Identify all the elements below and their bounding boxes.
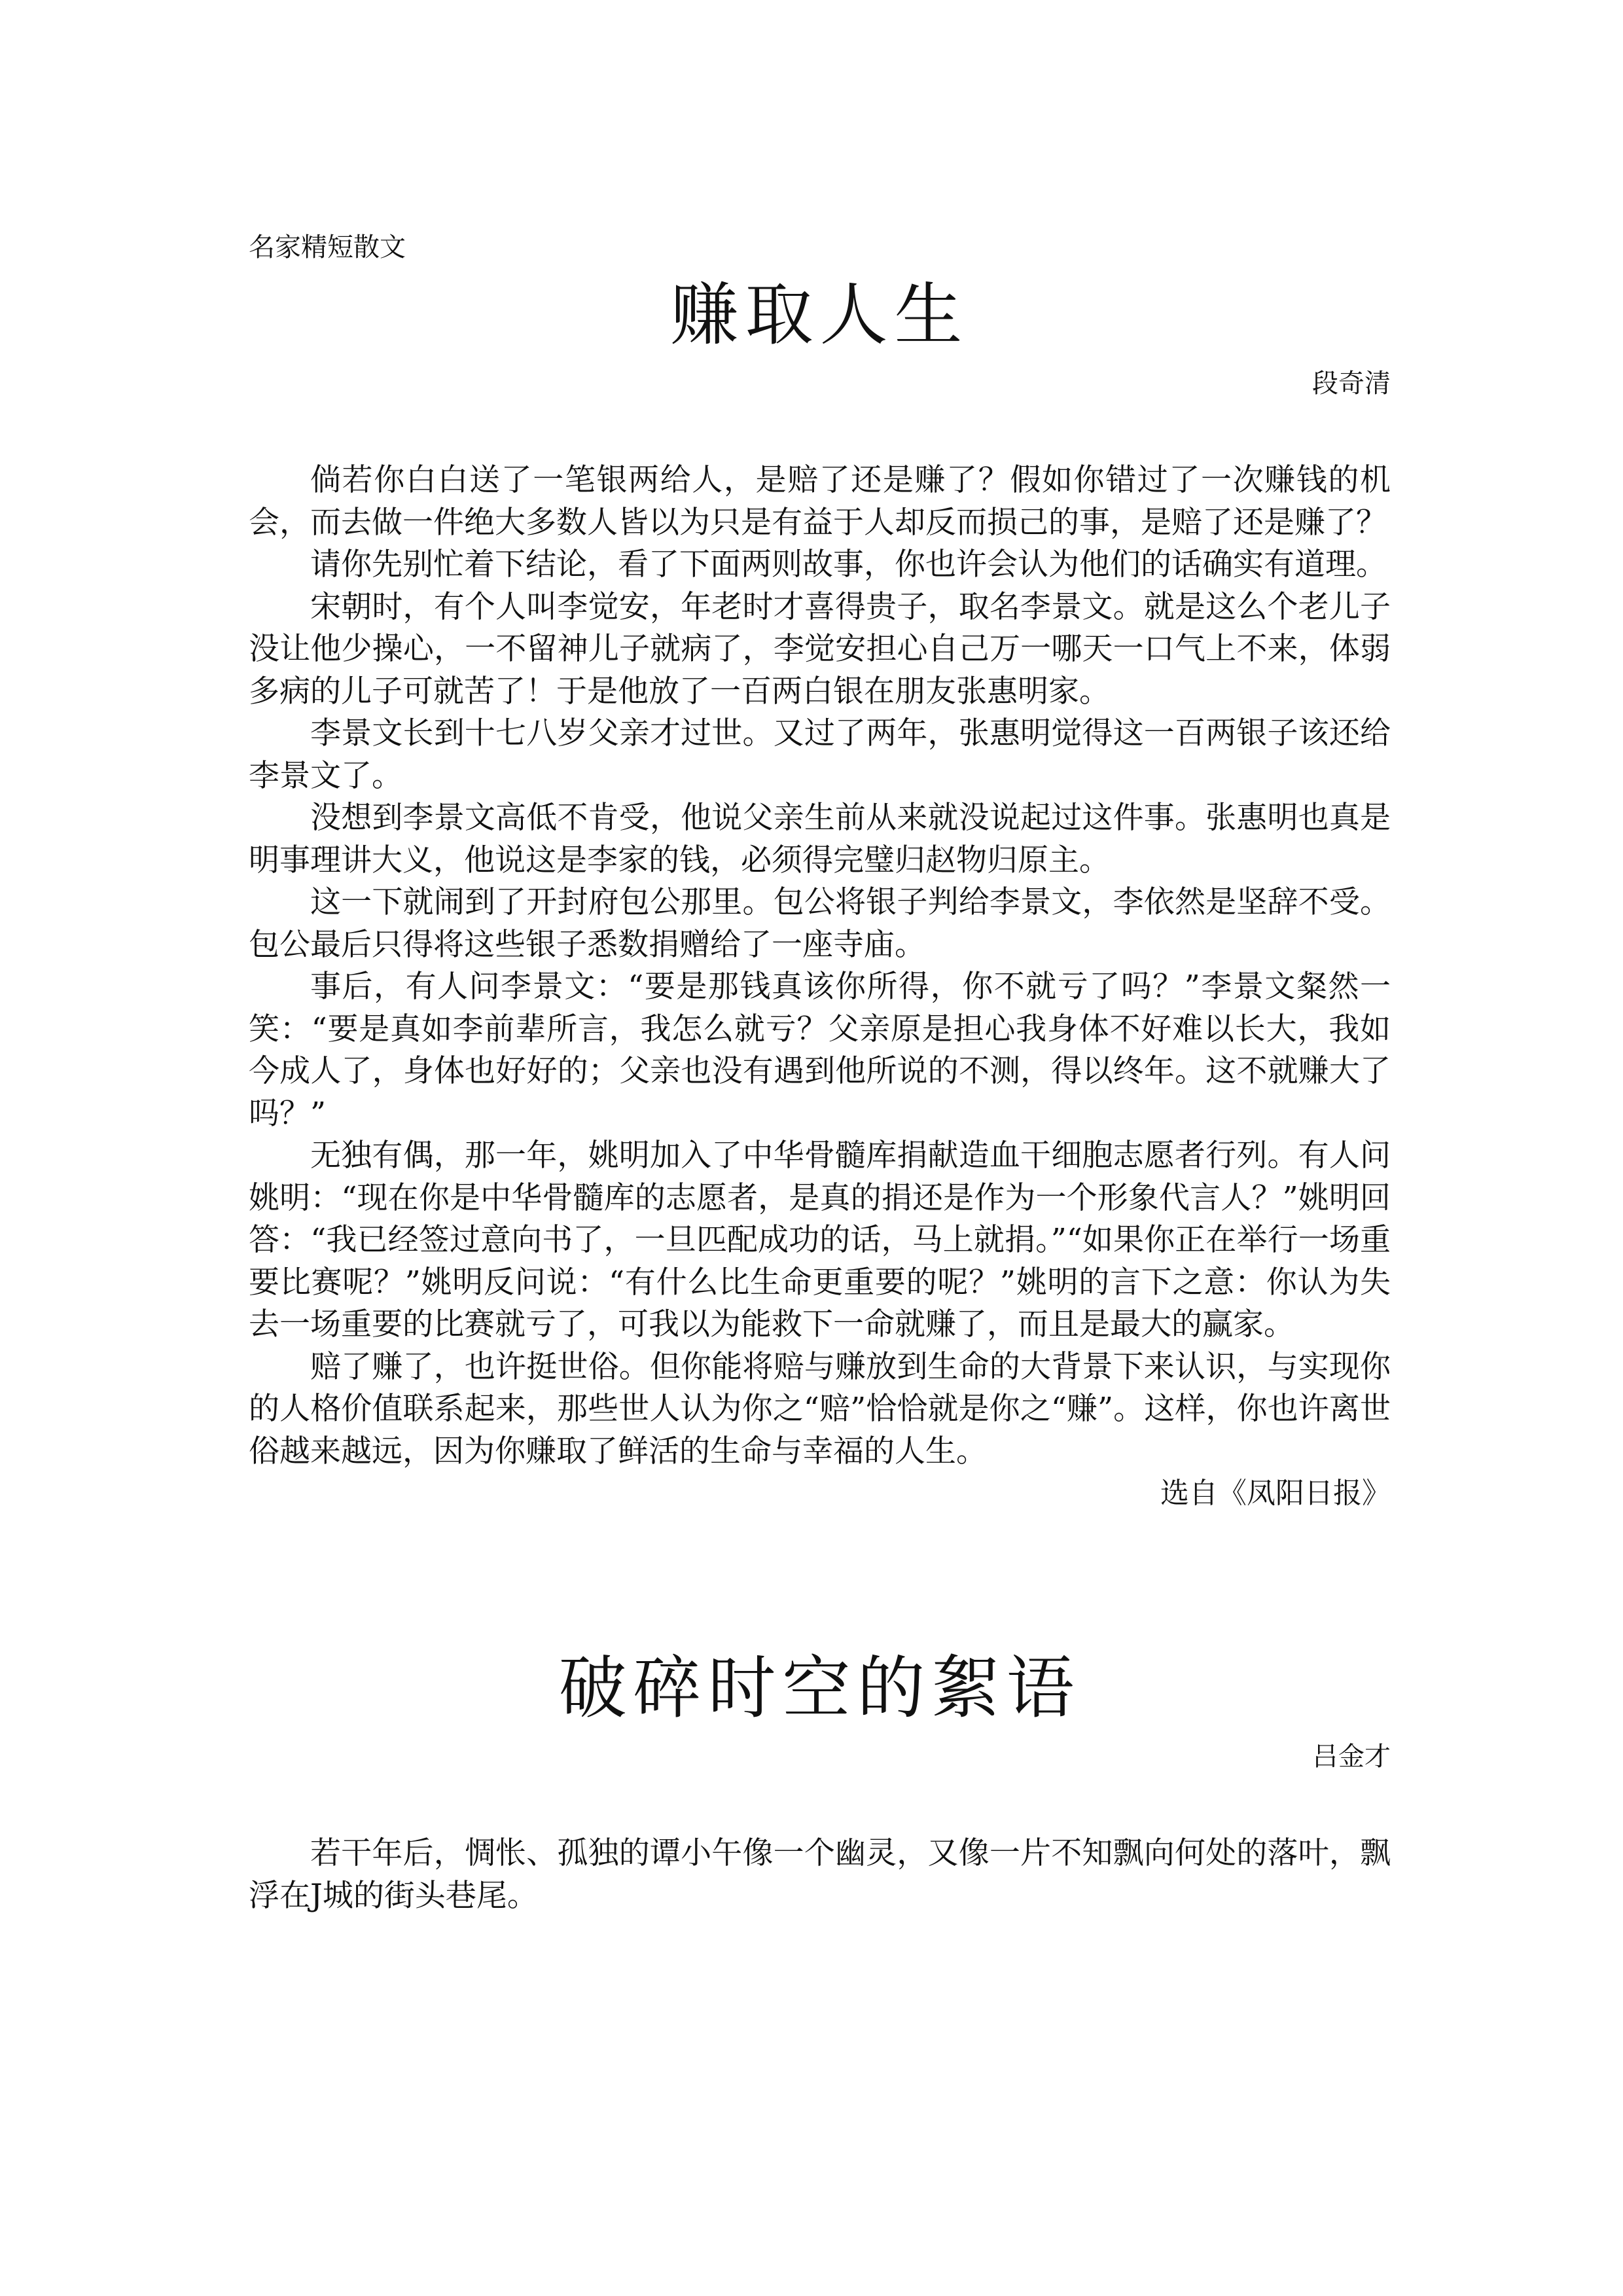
article-author: 吕金才 (1312, 1742, 1391, 1772)
page (249, 229, 1391, 1917)
paragraph: 这一下就闹到了开封府包公那里。包公将银子判给李景文，李依然是坚辞不受。包公最后只得将这些银子悉数捐赠给了一座寺庙。 (249, 884, 1391, 963)
article-2 (249, 1639, 1391, 1917)
article-source: 选自《凤阳日报》 (1160, 1477, 1391, 1510)
paragraph: 宋朝时，有个人叫李觉安，年老时才喜得贵子，取名李景文。就是这么个老儿子没让他少操心，一不留神儿子就病了，李觉安担心自己万一哪天一口气上不来，体弱多病的儿子可就苦了！于是他放了一百两白银在朋友张惠明家。 (249, 588, 1391, 709)
article-1 (249, 266, 1391, 1515)
paragraph: 事后，有人问李景文：“要是那钱真该你所得，你不就亏了吗？”李景文粲然一笑：“要是真如李前辈所言，我怎么就亏？父亲原是担心我身体不好难以长大，我如今成人了，身体也好好的；父亲也没有遇到他所说的不测，得以终年。这不就赚大了吗？” (249, 969, 1391, 1132)
paragraph: 请你先别忙着下结论，看了下面两则故事，你也许会认为他们的话确实有道理。 (310, 547, 1387, 583)
article-title: 赚取人生 (670, 275, 969, 355)
article-body (249, 459, 1391, 1473)
article-title: 破碎时空的絮语 (558, 1648, 1081, 1728)
paragraph: 若干年后，惆怅、孤独的谭小午像一个幽灵，又像一片不知飘向何处的落叶，飘浮在J城的街头巷尾。 (249, 1835, 1391, 1914)
paragraph: 没想到李景文高低不肯受，他说父亲生前从来就没说起过这件事。张惠明也真是明事理讲大义，他说这是李家的钱，必须得完璧归赵物归原主。 (249, 800, 1391, 878)
article-body (249, 1833, 1391, 1917)
paragraph: 倘若你白白送了一笔银两给人，是赔了还是赚了？假如你错过了一次赚钱的机会，而去做一件绝大多数人皆以为只是有益于人却反而损己的事，是赔了还是赚了？ (249, 462, 1391, 541)
paragraph: 无独有偶，那一年，姚明加入了中华骨髓库捐献造血干细胞志愿者行列。有人问姚明：“现在你是中华骨髓库的志愿者，是真的捐还是作为一个形象代言人？”姚明回答：“我已经签过意向书了，一旦匹配成功的话，马上就捐。”“如果你正在举行一场重要比赛呢？”姚明反问说：“有什么比生命更重要的呢？”姚明的言下之意：你认为失去一场重要的比赛就亏了，可我以为能救下一命就赚了，而且是最大的赢家。 (249, 1138, 1391, 1342)
paragraph: 赔了赚了，也许挺世俗。但你能将赔与赚放到生命的大背景下来认识，与实现你的人格价值联系起来，那些世人认为你之“赔”恰恰就是你之“赚”。这样，你也许离世俗越来越远，因为你赚取了鲜活的生命与幸福的人生。 (249, 1348, 1391, 1469)
article-author: 段奇清 (1312, 368, 1391, 399)
section-label: 名家精短散文 (249, 232, 406, 262)
paragraph: 李景文长到十七八岁父亲才过世。又过了两年，张惠明觉得这一百两银子该还给李景文了。 (249, 715, 1391, 794)
